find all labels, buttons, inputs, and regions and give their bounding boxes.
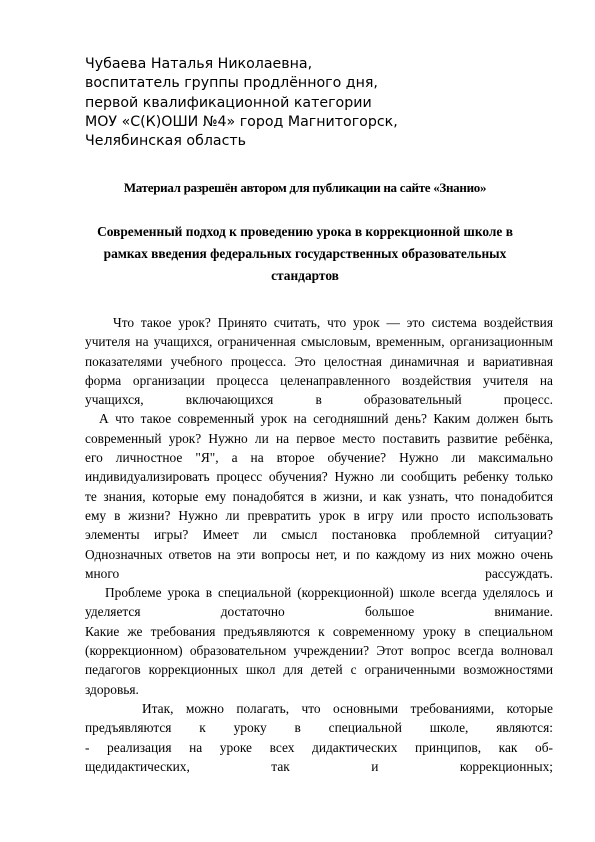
author-name: Чубаева Наталья Николаевна,: [85, 56, 313, 72]
body-line: ему в жизни? Нужно ли превратить урок в игру или просто использовать: [85, 507, 553, 523]
body-line: уделяется достаточно большое внимание.: [85, 604, 553, 620]
author-region: Челябинская область: [85, 133, 247, 150]
body-line: (коррекционном) образовательном учреждении? Этот вопрос всегда волновал: [85, 643, 553, 659]
author-school: МОУ «С(К)ОШИ №4» город Магнитогорск,: [85, 113, 398, 130]
body-line: много рассуждать.: [85, 565, 553, 581]
body-line: Итак, можно полагать, что основными требованиями, которые: [142, 700, 553, 716]
body-line: форма организации процесса целенаправленного воздействия учителя на: [85, 372, 553, 388]
body-line: показателями учебного процесса. Это целостная динамичная и вариативная: [85, 353, 553, 369]
body-line: - реализация на уроке всех дидактических принципов, как об-: [85, 739, 553, 755]
body-line: А что такое современный урок на сегодняшний день? Каким должен быть: [99, 411, 553, 427]
body-text: [85, 313, 553, 776]
author-position: воспитатель группы продлённого дня,: [85, 75, 378, 92]
author-category: первой квалификационной категории: [85, 94, 372, 111]
title-line: стандартов: [271, 268, 339, 283]
body-line: педагогов коррекционных школ для детей с ограниченными возможностями: [85, 662, 553, 678]
body-line: щедидактических, так и коррекционных;: [85, 758, 553, 774]
body-line: Проблеме урока в специальной (коррекционной) школе всегда уделялось и: [105, 585, 553, 601]
body-line: Что такое урок? Принято считать, что урок — это система воздействия: [113, 315, 553, 330]
publication-notice: Материал разрешён автором для публикации на сайте «Знанио»: [123, 180, 487, 195]
title-line: рамках введения федеральных государственных образовательных: [103, 246, 507, 261]
body-line: элементы игры? Имеет ли смысл постановка проблемной ситуации?: [85, 527, 553, 543]
body-line: современный урок? Нужно ли на первое место поставить развитие ребёнка,: [85, 430, 553, 446]
author-block: [85, 55, 525, 151]
body-line: здоровья.: [85, 681, 139, 697]
body-line: Однозначных ответов на эти вопросы нет, и по каждому из них можно очень: [85, 546, 553, 562]
body-line: учителя на учащихся, ограниченная смысловым, временным, организационным: [85, 334, 553, 350]
title-line: Современный подход к проведению урока в коррекционной школе в: [97, 224, 513, 239]
document-title: [90, 221, 520, 287]
body-line: Какие же требования предъявляются к современному уроку в специальном: [85, 623, 553, 639]
body-line: индивидуализировать процесс обучения? Нужно ли сообщить ребенку только: [85, 469, 553, 485]
body-line: учащихся, включающихся в образовательный процесс.: [85, 392, 553, 408]
body-line: те знания, которые ему понадобятся в жизни, и как узнать, что понадобится: [85, 488, 553, 504]
body-line: предъявляются к уроку в специальной школе, являются:: [85, 720, 553, 736]
body-line: его личностное "Я", а на второе обучение? Нужно ли максимально: [85, 450, 553, 466]
